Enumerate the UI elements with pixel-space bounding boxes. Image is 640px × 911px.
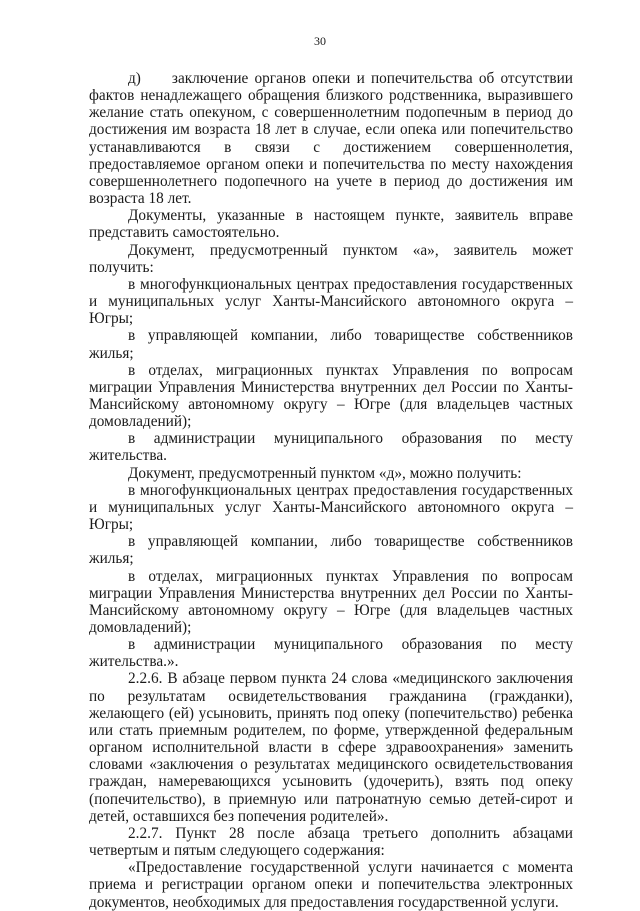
document-body [89, 70, 573, 911]
paragraph-document-d-sources: Документ, предусмотренный пунктом «д», можно получить: [128, 464, 522, 482]
list-item: в управляющей компании, либо товариществе собственников жилья; [89, 327, 573, 362]
list-item: в администрации муниципального образования по месту жительства.». [89, 636, 573, 671]
paragraph-quoted-addition: «Предоставление государственной услуги начинается с момента приема и регистрации органом опеки и попечительства электронных документов, необходимых для предоставления государственной услуги. [89, 859, 573, 911]
paragraph-item-d: д) заключение органов опеки и попечительства об отсутствии фактов ненадлежащего обращения близкого родственника, выразившего желание стать опекуном, с совершеннолетним подопечным в период до достижения им возраста 18 лет в случае, если опека или попечительство устанавливаются в связи с достижением совершеннолетия, предоставляемое органом опеки и попечительства по месту нахождения совершеннолетнего подопечного на учете в период до достижения им возраста 18 лет. [89, 70, 573, 208]
page-number: 30 [314, 34, 326, 48]
paragraph-2-2-7: 2.2.7. Пункт 28 после абзаца третьего дополнить абзацами четвертым и пятым следующего содержания: [89, 824, 573, 860]
paragraph-document-a-sources: Документ, предусмотренный пунктом «а», заявитель может получить: [89, 241, 573, 276]
list-item: в администрации муниципального образования по месту жительства. [89, 430, 573, 465]
paragraph-2-2-6: 2.2.6. В абзаце первом пункта 24 слова «медицинского заключения по результатам освидетельствования гражданина (гражданки), желающего (ей) усыновить, принять под опеку (попечительство) ребенка или стать приемным родителем, по форме, утвержденной федеральным органом исполнительной власти в сфере здравоохранения» заменить словами «заключения о результатах медицинского освидетельствования граждан, намеревающихся усыновить (удочерить), взять под опеку (попечительство), в приемную или патронатную семью детей-сирот и детей, оставшихся без попечения родителей». [89, 670, 573, 825]
list-item: в отделах, миграционных пунктах Управления по вопросам миграции Управления Министерства внутренних дел России по Ханты-Мансийскому автономному округу – Югре (для владельцев частных домовладений); [89, 567, 573, 636]
list-item: в многофункциональных центрах предоставления государственных и муниципальных услуг Ханты-Мансийского автономного округа – Югры; [89, 481, 573, 534]
list-item: в управляющей компании, либо товариществе собственников жилья; [89, 533, 573, 568]
paragraph-documents-optional: Документы, указанные в настоящем пункте, заявитель вправе представить самостоятельно. [89, 207, 573, 242]
list-item: в многофункциональных центрах предоставления государственных и муниципальных услуг Ханты-Мансийского автономного округа – Югры; [89, 275, 573, 328]
list-item: в отделах, миграционных пунктах Управления по вопросам миграции Управления Министерства внутренних дел России по Ханты-Мансийскому автономному округу – Югре (для владельцев частных домовладений); [89, 361, 573, 431]
